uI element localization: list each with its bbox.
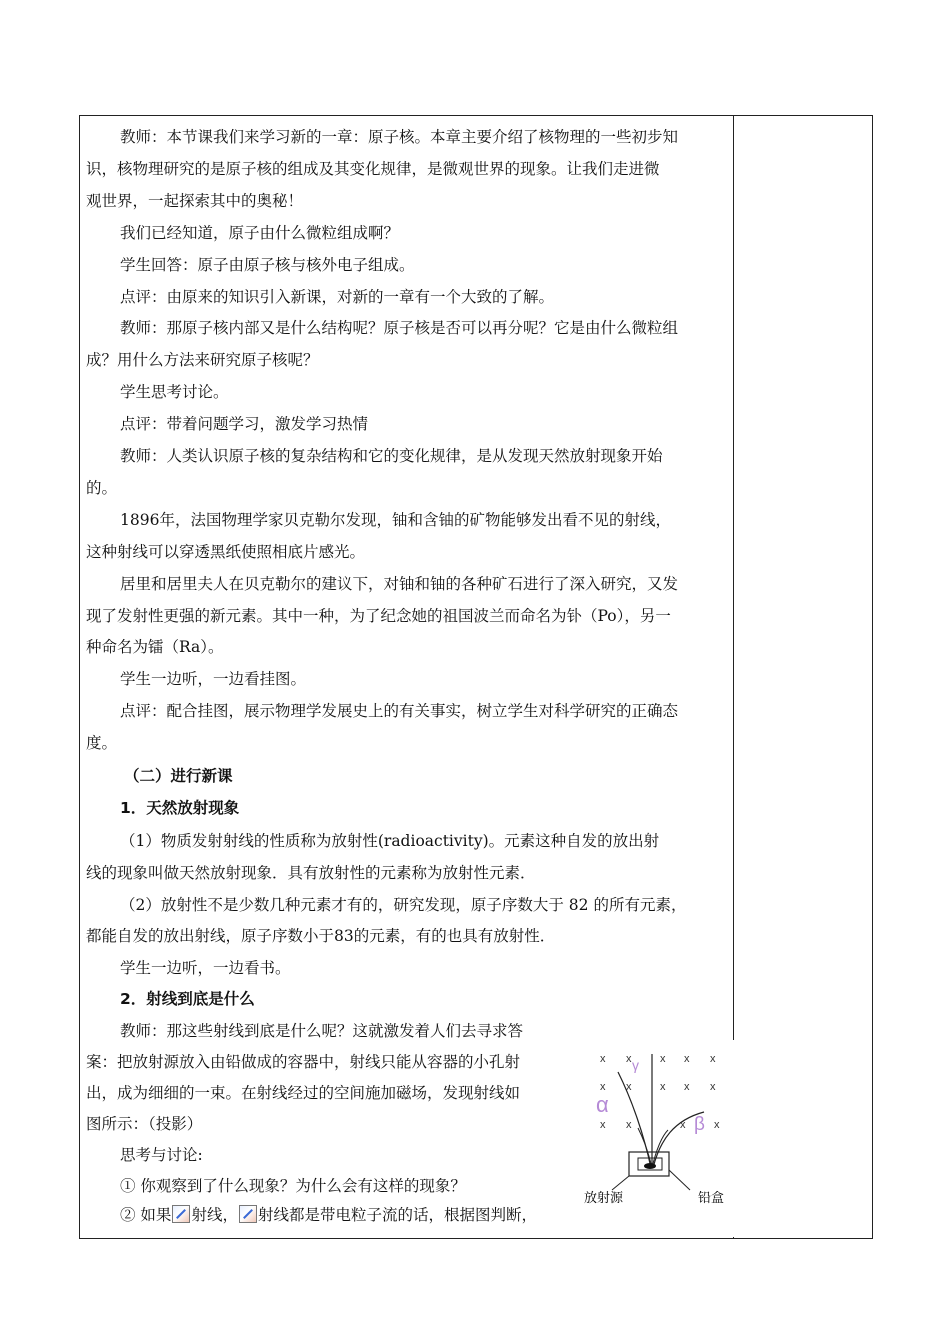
paragraph-line: 出，成为细细的一束。在射线经过的空间施加磁场，发现射线如 [86, 1083, 521, 1102]
paragraph-line: 教师：那这些射线到底是什么呢？这就激发着人们去寻求答 [120, 1022, 524, 1040]
table-bottom-border [79, 1238, 873, 1239]
paragraph-line: 案：把放射源放入由铅做成的容器中，射线只能从容器的小孔射 [86, 1052, 521, 1071]
paragraph-line: 都能自发的放出射线，原子序数小于83的元素，有的也具有放射性． [86, 927, 556, 946]
field-x-mark: x [660, 1081, 666, 1093]
beta-ray-icon [239, 1205, 257, 1223]
paragraph-line: 识，核物理研究的是原子核的组成及其变化规律，是微观世界的现象。让我们走进微 [86, 159, 660, 178]
field-x-mark: x [684, 1081, 690, 1093]
radiation-source [644, 1163, 656, 1169]
paragraph-line: 思考与讨论: [120, 1145, 203, 1164]
paragraph-line: 学生一边听，一边看书。 [120, 959, 291, 978]
paragraph-line: 点评：带着问题学习，激发学习热情 [120, 415, 369, 434]
field-x-mark: x [660, 1053, 666, 1065]
field-x-mark: x [600, 1119, 606, 1131]
lead-box-label: 铅盒 [698, 1190, 725, 1205]
box-pointer [669, 1170, 690, 1190]
paragraph-line: ① 你观察到了什么现象？为什么会有这样的现象？ [120, 1176, 466, 1195]
paragraph-line: 的。 [86, 478, 118, 497]
source-label: 放射源 [584, 1190, 624, 1205]
field-x-mark: x [600, 1053, 606, 1065]
paragraph-line: 线的现象叫做天然放射现象．具有放射性的元素称为放射性元素． [86, 863, 536, 882]
paragraph-line: （2）放射性不是少数几种元素才有的，研究发现，原子序数大于 82 的所有元素， [120, 895, 687, 914]
gamma-label: γ [632, 1057, 639, 1073]
paragraph-line: 现了发射性更强的新元素。其中一种，为了纪念她的祖国波兰而命名为钋（Po），另一 [86, 606, 671, 625]
paragraph-line: 居里和居里夫人在贝克勒尔的建议下，对铀和铀的各种矿石进行了深入研究，又发 [120, 574, 679, 593]
radiation-diagram [582, 1040, 742, 1210]
paragraph-line: 观世界，一起探索其中的奥秘！ [86, 191, 304, 210]
field-x-mark: x [710, 1053, 716, 1065]
last-line: ② 如果 射线， 射线都是带电粒子流的话，根据图判断， [120, 1206, 537, 1224]
paragraph-line: 教师：那原子核内部又是什么结构呢？原子核是否可以再分呢？它是由什么微粒组 [120, 319, 679, 338]
right-cell-gap [733, 1040, 872, 1237]
source-pointer [612, 1176, 629, 1190]
subheading-radioactivity: 1．天然放射现象 [120, 799, 240, 817]
paragraph-line: 我们已经知道，原子由什么微粒组成啊？ [120, 223, 400, 242]
paragraph-line: 学生思考讨论。 [120, 383, 229, 402]
paragraph-line: 度。 [86, 734, 118, 753]
paragraph-line: 这种射线可以穿透黑纸使照相底片感光。 [86, 542, 366, 561]
paragraph-line: 学生一边听，一边看挂图。 [120, 670, 307, 689]
field-x-mark: x [680, 1119, 686, 1131]
field-x-mark: x [626, 1081, 632, 1093]
alpha-ray-icon [172, 1205, 190, 1223]
alpha-label: α [596, 1092, 609, 1117]
field-x-mark: x [626, 1053, 632, 1065]
paragraph-line: 教师：人类认识原子核的复杂结构和它的变化规律，是从发现天然放射现象开始 [120, 447, 663, 465]
paragraph-line: 种命名为镭（Ra）。 [86, 638, 224, 657]
field-x-mark: x [626, 1119, 632, 1131]
paragraph-line: 成？用什么方法来研究原子核呢？ [86, 351, 319, 370]
subheading-rays: 2．射线到底是什么 [120, 990, 255, 1008]
paragraph-line: （1）物质发射射线的性质称为放射性(radioactivity)。元素这种自发的放出射 [120, 832, 660, 850]
paragraph-line: 教师：本节课我们来学习新的一章：原子核。本章主要介绍了核物理的一些初步知 [120, 128, 679, 146]
beta-label: β [694, 1114, 705, 1135]
paragraph-line: 1896年，法国物理学家贝克勒尔发现，铀和含铀的矿物能够发出看不见的射线， [120, 510, 671, 529]
paragraph-line: 点评：配合挂图，展示物理学发展史上的有关事实，树立学生对科学研究的正确态 [120, 702, 679, 721]
section-heading: （二）进行新课 [124, 767, 233, 785]
paragraph-line: 学生回答：原子由原子核与核外电子组成。 [120, 255, 415, 274]
field-x-mark: x [600, 1081, 606, 1093]
alpha-ray [618, 1072, 651, 1168]
paragraph-line: 点评：由原来的知识引入新课，对新的一章有一个大致的了解。 [120, 287, 555, 306]
paragraph-line: 图所示：（投影） [86, 1114, 203, 1133]
field-x-mark: x [684, 1053, 690, 1065]
field-x-mark: x [714, 1119, 720, 1131]
field-x-mark: x [710, 1081, 716, 1093]
